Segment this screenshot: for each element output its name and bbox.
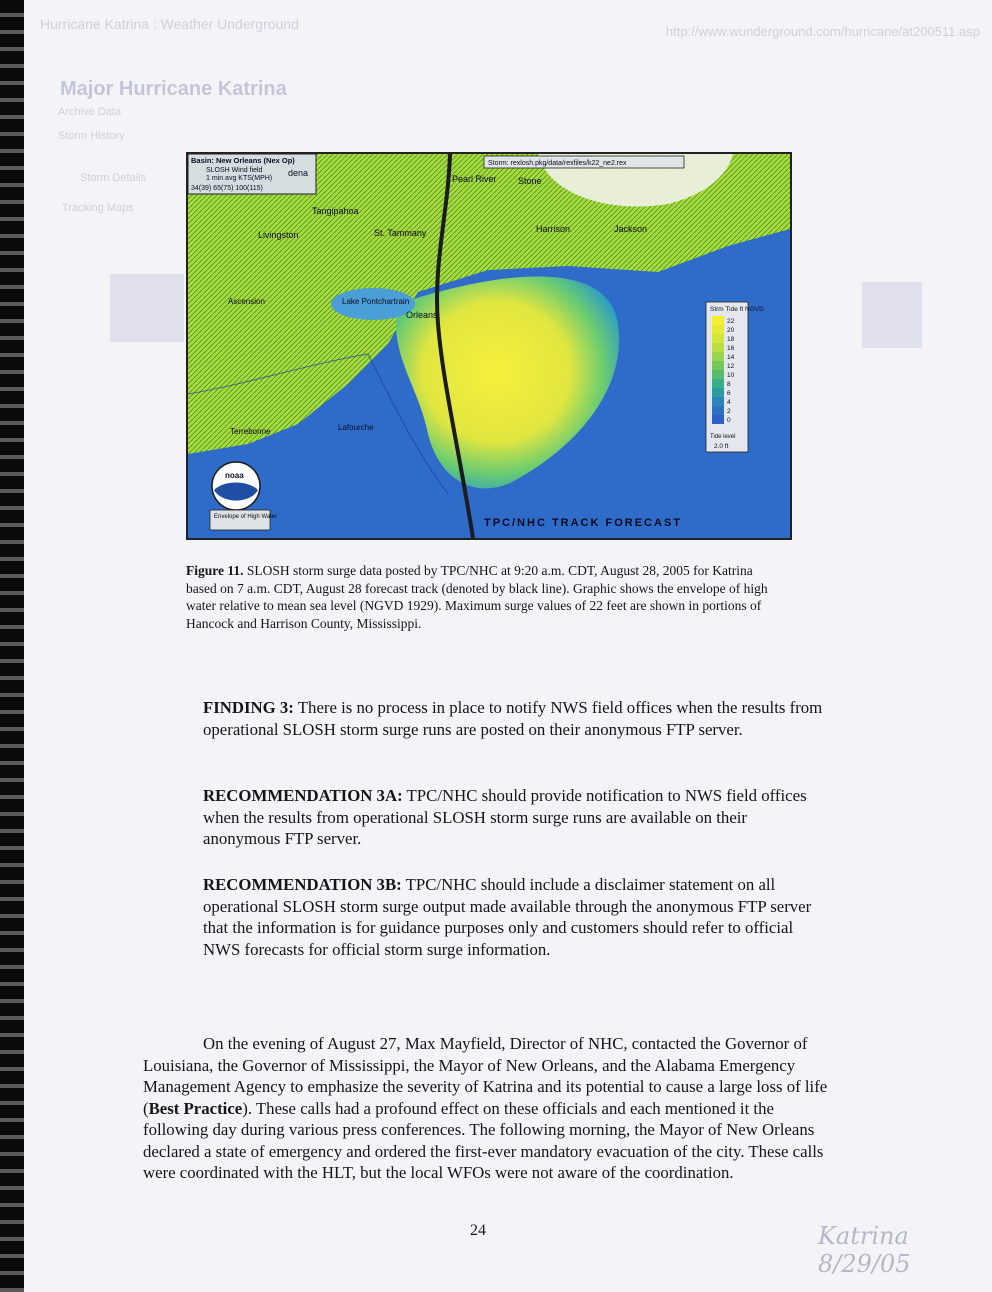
legend-value: 18 (727, 336, 735, 343)
legend-value: 2 (727, 408, 731, 415)
spiral-binding (0, 0, 24, 1292)
legend-swatch (712, 343, 724, 352)
bleed-through-image (862, 282, 922, 348)
place-label: Ascension (228, 297, 265, 306)
bleed-through-header: Hurricane Katrina : Weather Underground (40, 16, 299, 32)
envelope-label-box (210, 510, 270, 530)
finding-3 (203, 697, 828, 740)
recommendation-3a-label: RECOMMENDATION 3A: (203, 786, 403, 805)
body-paragraph-part2: ). These calls had a profound effect on these officials and each mentioned it the following day during various press conferences. The following morning, the Mayor of New Orleans declared a state of emergency and ordered the first-ever mandatory evacuation of the city. These calls were coordinated with the HLT, but the local WFOs were not aware of the coordination. (143, 1098, 824, 1182)
best-practice-label: Best Practice (148, 1098, 243, 1118)
legend-swatch (712, 334, 724, 343)
envelope-label: Envelope of High Water (214, 514, 278, 520)
place-label: Lake Pontchartrain (342, 297, 410, 306)
recommendation-3b-text: TPC/NHC should include a disclaimer statement on all operational SLOSH storm surge output made available through the anonymous FTP server that the information is for guidance purposes only and customers should refer to official NWS forecasts for official storm surge information. (203, 875, 812, 959)
place-label: Terrebonne (230, 427, 271, 436)
legend-value: 4 (727, 399, 731, 406)
recommendation-3a-text: TPC/NHC should provide notification to NWS field offices when the results from operational SLOSH storm surge runs are available on their anonymous FTP server. (203, 786, 807, 848)
legend-value: 6 (727, 390, 731, 397)
legend-swatch (712, 379, 724, 388)
legend-value: 12 (727, 363, 735, 370)
body-paragraph-part1: On the evening of August 27, Max Mayfield, Director of NHC, contacted the Governor of Louisiana, the Governor of Mississippi, the Mayor of New Orleans, and the Alabama Emergency Management Agency to emphasize the severity of Katrina and its potential to cause a large loss of life ( (143, 1034, 828, 1118)
place-label: Livingston (258, 230, 299, 240)
legend-swatch (712, 352, 724, 361)
legend-swatch (712, 388, 724, 397)
basin-line: 34(39) 65(75) 100(115) (191, 185, 263, 192)
bleed-through-url: http://www.wunderground.com/hurricane/at200511.asp (665, 24, 980, 39)
legend-value: 14 (727, 354, 735, 361)
legend-title: Strm Tide ft NGVD (710, 306, 764, 313)
figure-caption-label: Figure 11. (186, 563, 244, 578)
legend-swatch (712, 415, 724, 424)
place-label: Lafourche (338, 423, 374, 432)
place-label: Orleans (406, 310, 438, 320)
bleed-through-side-item: Archive Data (58, 106, 121, 118)
slosh-storm-surge-map (186, 152, 792, 540)
handwritten-note: Katrina 8/29/05 (818, 1222, 911, 1278)
legend-value: 20 (727, 327, 735, 334)
storm-file-label: Storm: rexlosh.pkg/data/rexfiles/k22_ne2.rex (488, 160, 627, 167)
page-number: 24 (470, 1222, 486, 1239)
place-label: Tangipahoa (312, 206, 359, 216)
legend-swatch (712, 370, 724, 379)
place-label: Harrison (536, 224, 571, 234)
bleed-through-side-item: Tracking Maps (62, 202, 134, 214)
track-forecast-label: TPC/NHC TRACK FORECAST (484, 517, 682, 529)
bleed-through-title: Major Hurricane Katrina (60, 78, 287, 100)
place-label: St. Tammany (374, 228, 427, 238)
basin-line: 1 min avg KTS(MPH) (206, 175, 273, 182)
legend-value: 0 (727, 417, 731, 424)
basin-line: Basin: New Orleans (Nex Op) (191, 156, 295, 165)
place-label: Jackson (614, 224, 648, 234)
legend-swatch (712, 397, 724, 406)
place-label: Stone (518, 176, 542, 186)
basin-line: SLOSH Wind field (206, 167, 263, 174)
legend-swatch (712, 316, 724, 325)
tide-level-label: Tide level (710, 434, 736, 440)
legend-value: 10 (727, 372, 735, 379)
body-paragraph (143, 1033, 833, 1184)
figure-caption (186, 562, 786, 632)
legend-value: 16 (727, 345, 735, 352)
tide-level-value: 2.0 ft (714, 443, 729, 450)
recommendation-3a (203, 785, 808, 850)
recommendation-3b-label: RECOMMENDATION 3B: (203, 875, 402, 894)
bleed-through-image (110, 274, 184, 342)
figure-caption-text: SLOSH storm surge data posted by TPC/NHC at 9:20 a.m. CDT, August 28, 2005 for Katrina based on 7 a.m. CDT, August 28 forecast track (denoted by black line). Graphic shows the envelope of high water relative to mean sea level (NGVD 1929). Maximum surge values of 22 feet are shown in portions of Hancock and Harrison County, Mississippi. (186, 563, 768, 631)
noaa-logo-text: noaa (225, 471, 244, 480)
legend-swatch (712, 361, 724, 370)
recommendation-3b (203, 874, 825, 960)
finding-3-text: There is no process in place to notify NWS field offices when the results from operational SLOSH storm surge runs are posted on their anonymous FTP server. (203, 698, 823, 739)
bleed-through-side-item: Storm History (58, 130, 125, 142)
legend-value: 22 (727, 318, 735, 325)
legend-value: 8 (727, 381, 731, 388)
legend-swatch (712, 325, 724, 334)
legend-swatch (712, 406, 724, 415)
place-label: dena (288, 168, 309, 178)
bleed-through-side-item: Storm Details (80, 172, 147, 184)
finding-3-label: FINDING 3: (203, 698, 294, 717)
place-label: Pearl River (452, 174, 497, 184)
